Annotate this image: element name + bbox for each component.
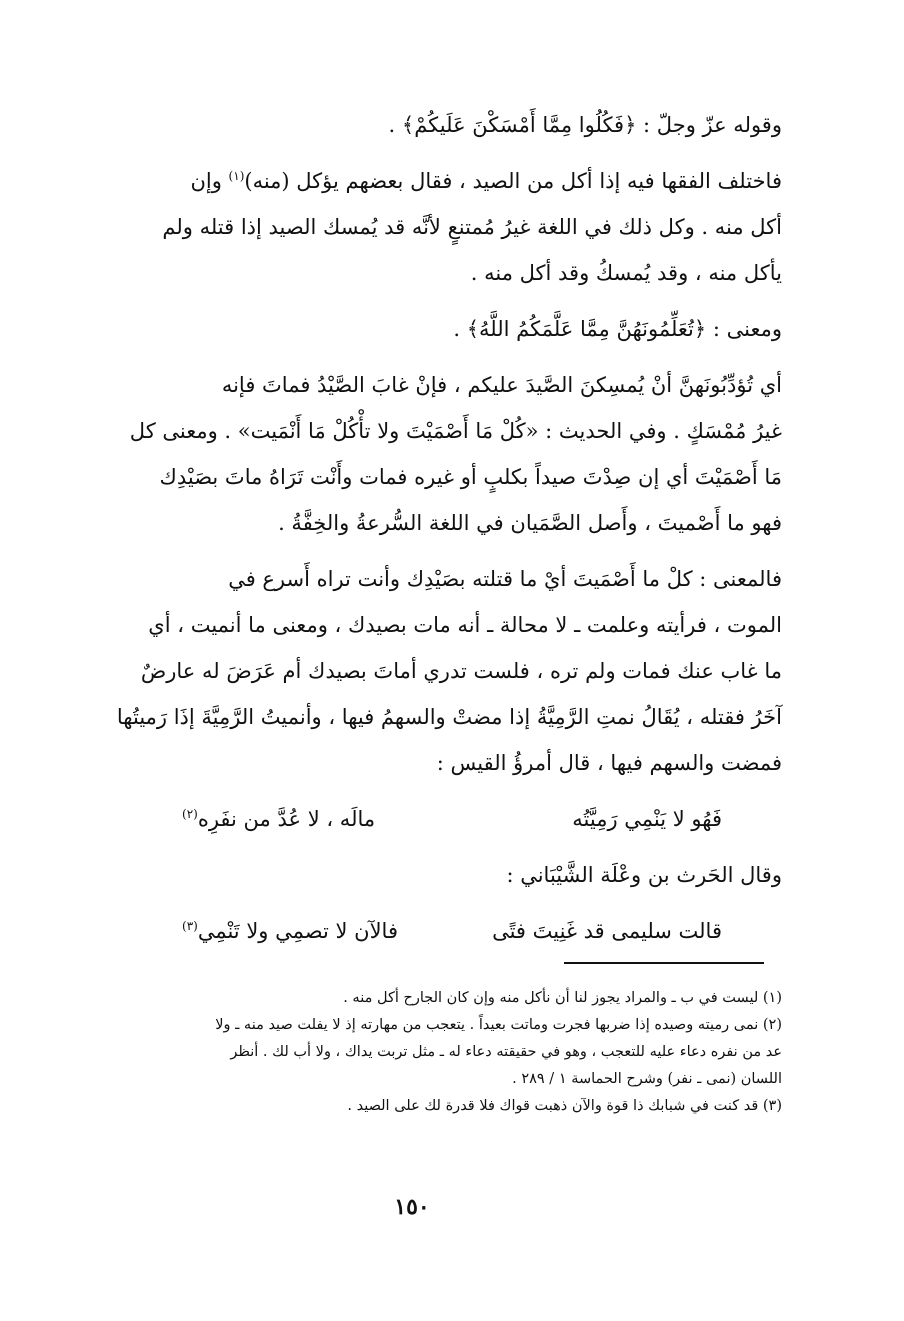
text-line: غيرُ مُمْسَكٍ . وفي الحديث : «كُلْ مَا أَصْمَيْتَ ولا تأْكُلْ مَا أَنْمَيت» . ومعنى كل [129, 419, 782, 443]
page-number: ١٥٠ [394, 1194, 430, 1220]
text-segment: فاختلف الفقها فيه إذا أكل من الصيد ، فقال بعضهم يؤكل (منه) [244, 169, 782, 193]
text-line [122, 158, 782, 204]
paragraph-poet-intro [122, 852, 782, 898]
footnote-line: (٣) قد كنت في شبابك ذا قوة والآن ذهبت قواك فلا قدرة لك على الصيد . [347, 1098, 782, 1114]
text-line: يأكل منه ، وقد يُمسكُ وقد أكل منه . [470, 261, 782, 285]
text-line: ومعنى : ﴿تُعَلِّمُونَهُنَّ مِمَّا عَلَّمَكُمُ اللَّهُ﴾ . [453, 317, 782, 341]
verse-second-hemistich: مالَه ، لا عُدَّ من نفَرِه(٢) [182, 796, 375, 842]
footnote-line: عد من نفره دعاء عليه للتعجب ، وهو في حقيقته دعاء له ـ مثل تربت يداك ، ولا أب لك . أنظر [230, 1044, 782, 1060]
text-line: آخَرُ فقتله ، يُقَالُ نمتِ الرَّمِيَّةُ إذا مضتْ والسهمُ فيها ، وأنميتُ الرَّمِيَّةَ إذَا رَميتُها [116, 705, 782, 729]
text-line: أكل منه . وكل ذلك في اللغة غيرُ مُمتنعٍ لأنَّه قد يُمسك الصيد إذا قتله ولم [162, 215, 782, 239]
text-line: أي تُؤدِّبُونَهنَّ أنْ يُمسِكنَ الصَّيدَ عليكم ، فإنْ غابَ الصَّيْدُ فماتَ فإنه [221, 373, 782, 397]
text-line: فالمعنى : كلْ ما أَصْمَيتَ أيْ ما قتلته بصَيْدِك وأنت تراه أَسرع في [228, 567, 782, 591]
poetry-verse-2 [182, 908, 722, 954]
footnote-separator [564, 962, 764, 964]
text-segment: وإن [190, 169, 229, 193]
footnote-2 [122, 1012, 782, 1093]
text-segment: فالآن لا تصمِي ولا تَنْمِي [197, 919, 398, 943]
text-line: وقال الحَرث بن وعْلَة الشَّيْبَاني : [506, 863, 782, 887]
paragraph-explanation [116, 556, 782, 786]
verse-second-hemistich: فالآن لا تصمِي ولا تَنْمِي(٣) [182, 908, 398, 954]
text-line: مَا أَصْمَيْتَ أي إن صِدْتَ صيداً بكلبٍ أو غيره فمات وأَنْت تَرَاهُ ماتَ بصَيْدِك [159, 465, 782, 489]
main-text [116, 102, 782, 964]
text-line: الموت ، فرأيته وعلمت ـ لا محالة ـ أنه مات بصيدك ، ومعنى ما أنميت ، أي [148, 613, 782, 637]
poetry-verse-1 [182, 796, 722, 842]
paragraph-verse-quote-1 [122, 102, 782, 148]
footnote-ref: (١) [228, 169, 245, 183]
footnote-3 [122, 1093, 782, 1120]
paragraph-meaning [122, 362, 782, 546]
footnote-line: اللسان (نمى ـ نفر) وشرح الحماسة ١ / ٢٨٩ . [512, 1071, 782, 1087]
verse-first-hemistich: قالت سليمى قد غَنِيتَ فتًى [492, 919, 722, 943]
paragraph-fiqh [122, 158, 782, 296]
footnotes [122, 985, 782, 1120]
text-line: وقوله عزّ وجلّ : ﴿فَكُلُوا مِمَّا أَمْسَكْنَ عَلَيكُمْ﴾ . [388, 113, 782, 137]
text-line: ما غاب عنك فمات ولم تره ، فلست تدري أماتَ بصيدك أم عَرَضَ له عارضٌ [140, 659, 782, 683]
text-line: فهو ما أَصْميتَ ، وأَصل الصَّمَيان في اللغة السُّرعةُ والخِفَّةُ . [278, 511, 782, 535]
footnote-line: (٢) نمى رميته وصيده إذا ضربها فجرت وماتت بعيداً . يتعجب من مهارته إذ لا يفلت صيد منه ـ ولا [215, 1017, 782, 1033]
text-segment: مالَه ، لا عُدَّ من نفَرِه [197, 807, 376, 831]
footnote-line: (١) ليست في ب ـ والمراد يجوز لنا أن نأكل منه وإن كان الجارح أكل منه . [343, 990, 782, 1006]
footnote-1 [122, 985, 782, 1012]
text-line: فمضت والسهم فيها ، قال أمرؤُ القيس : [436, 751, 782, 775]
verse-first-hemistich: فَهُو لا يَنْمِي رَمِيَّتُه [572, 807, 722, 831]
paragraph-verse-quote-2 [122, 306, 782, 352]
